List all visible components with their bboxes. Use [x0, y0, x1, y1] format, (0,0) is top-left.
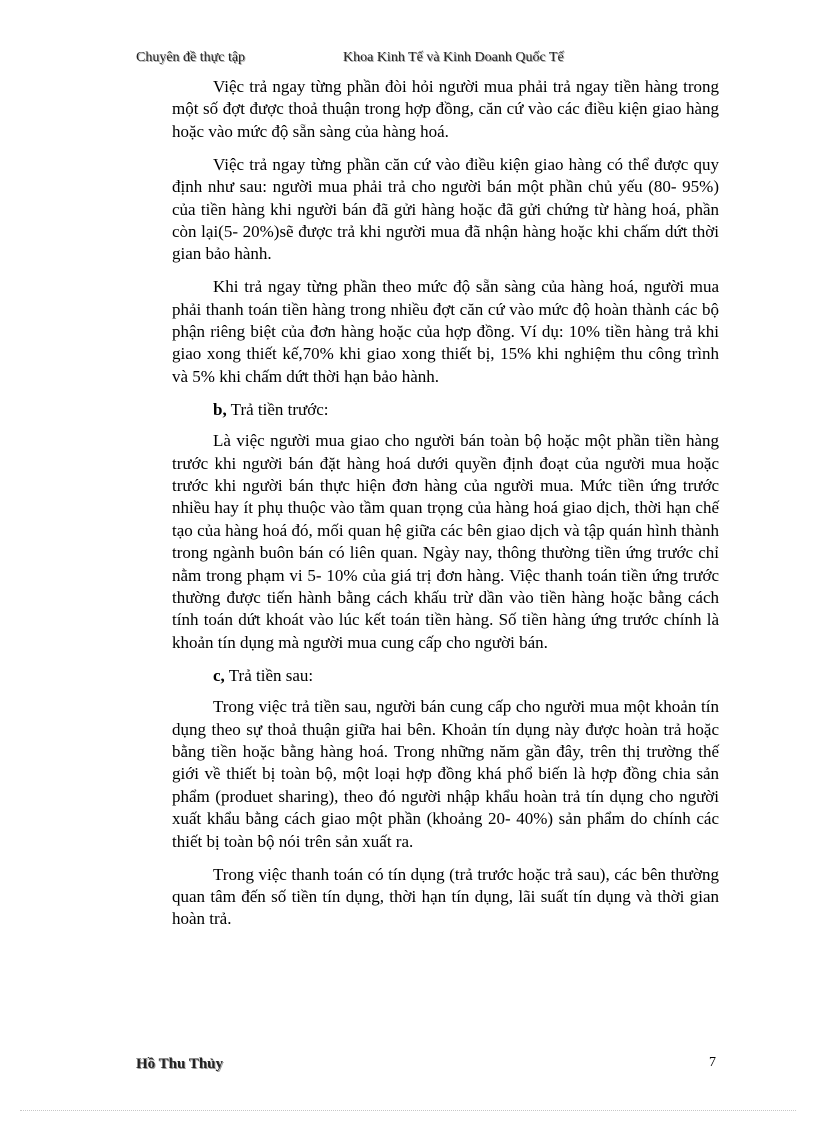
page-body	[172, 76, 719, 941]
footer-author: Hồ Thu Thủy	[136, 1056, 224, 1072]
paragraph-readiness: Khi trả ngay từng phần theo mức độ sẵn sàng của hàng hoá, người mua phải thanh toán tiền hàng trong nhiều đợt căn cứ vào mức độ hoàn thành các bộ phận riêng biệt của đơn hàng hoặc của hợp đồng. Ví dụ: 10% tiền hàng trả khi giao xong thiết kế,70% khi giao xong thiết bị, 15% khi nghiệm thu công trình và 5% khi chấm dứt thời hạn bảo hành.	[172, 277, 719, 386]
paragraph-prepayment: Là việc người mua giao cho người bán toàn bộ hoặc một phần tiền hàng trước khi người bán đặt hàng hoá dưới quyền định đoạt của người mua hoặc trước khi người bán thực hiện đơn hàng của người mua. Mức tiền ứng trước nhiều hay ít phụ thuộc vào tầm quan trọng của hàng hoá giao dịch, thời hạn chế tạo của hàng hoá đó, mối quan hệ giữa các bên giao dịch và tập quán hình thành trong ngành buôn bán có liên quan. Ngày nay, thông thường tiền ứng trước chỉ nằm trong phạm vi 5- 10% của giá trị đơn hàng. Việc thanh toán tiền ứng trước thường được tiến hành bằng cách khấu trừ dần vào tiền hàng hoặc bằng cách tính toán dứt khoát vào lúc kết toán tiền hàng. Số tiền hàng ứng trước chính là khoản tín dụng mà người mua cung cấp cho người bán.	[172, 431, 719, 652]
paragraph-deferred-payment: Trong việc trả tiền sau, người bán cung cấp cho người mua một khoản tín dụng theo sự thoả thuận giữa hai bên. Khoản tín dụng này được hoàn trả hoặc bằng tiền hoặc bằng hàng hoá. Trong những năm gần đây, trên thị trường thế giới về thiết bị toàn bộ, một loại hợp đồng khá phổ biến là hợp đồng chia sản phẩm (produet sharing), theo đó người nhập khẩu hoàn trả tín dụng cho người xuất khẩu bằng cách giao một phần (khoảng 20- 40%) sản phẩm do chính các thiết bị toàn bộ nói trên sản xuất ra.	[172, 697, 719, 851]
page-bottom-divider	[20, 1110, 796, 1111]
page-header	[136, 50, 696, 70]
paragraph-credit-terms: Trong việc thanh toán có tín dụng (trả trước hoặc trả sau), các bên thường quan tâm đến số tiền tín dụng, thời hạn tín dụng, lãi suất tín dụng và thời gian hoàn trả.	[172, 864, 719, 929]
section-c-marker: c,	[213, 665, 225, 685]
section-c-title: Trả tiền sau:	[228, 665, 314, 685]
page-number: 7	[709, 1055, 716, 1070]
paragraph-delivery-conditions: Việc trả ngay từng phần căn cứ vào điều kiện giao hàng có thể được quy định như sau: người mua phải trả cho người bán một phần chủ yếu (80- 95%) của tiền hàng khi người bán đã gửi hàng hoặc đã gửi chứng từ hàng hoá, phần còn lại(5- 20%)sẽ được trả khi người mua đã nhận hàng hoặc khi chấm dứt thời gian bảo hành.	[172, 154, 719, 264]
section-b-heading	[172, 399, 719, 421]
section-b-marker: b,	[213, 399, 227, 419]
header-faculty: Khoa Kinh Tế và Kinh Doanh Quốc Tế	[343, 50, 564, 65]
section-b-title: Trả tiền trước:	[230, 399, 329, 419]
paragraph-partial-payment: Việc trả ngay từng phần đòi hỏi người mua phải trả ngay tiền hàng trong một số đợt được thoả thuận trong hợp đồng, căn cứ vào các điều kiện giao hàng hoặc vào mức độ sẵn sàng của hàng hoá.	[172, 77, 719, 141]
section-c-heading	[172, 665, 719, 687]
header-document-type: Chuyên đề thực tập	[136, 50, 246, 65]
